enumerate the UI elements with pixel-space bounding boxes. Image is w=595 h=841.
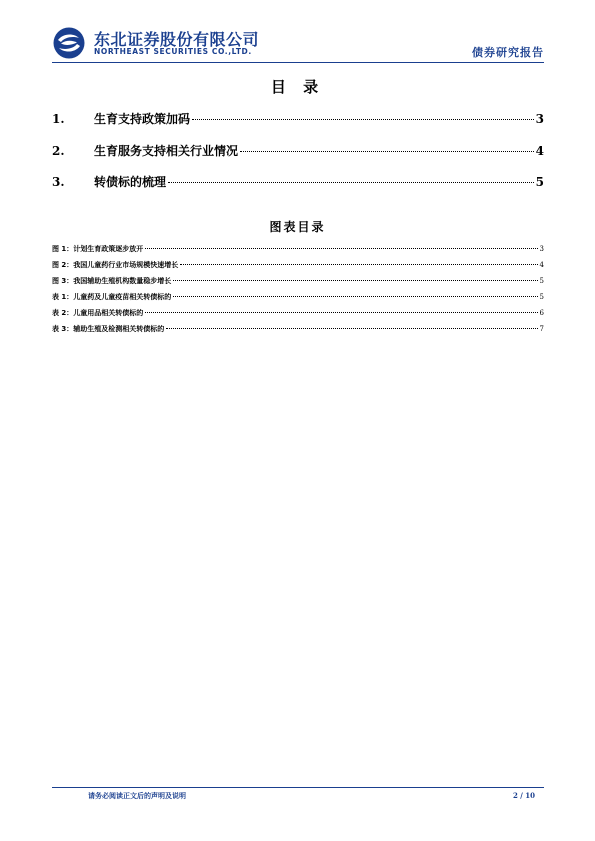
page-number: 2 / 10	[512, 791, 535, 800]
report-type: 债券研究报告	[472, 46, 544, 59]
figure-index-page: 5	[539, 293, 544, 301]
figure-index-item[interactable]	[52, 324, 544, 336]
figure-index-page: 5	[539, 277, 544, 285]
northeast-securities-logo-icon	[52, 26, 86, 60]
figure-index-label: 图 3：我国辅助生殖机构数量稳步增长	[52, 277, 172, 285]
header-divider	[52, 62, 544, 63]
toc-item-page: 5	[535, 175, 544, 189]
figure-index-item[interactable]	[52, 276, 544, 288]
toc-item-page: 3	[535, 112, 544, 126]
toc-item-number: 3.	[52, 175, 65, 189]
toc-item[interactable]	[52, 110, 544, 128]
toc-leader-dots	[168, 182, 534, 183]
footer-divider	[52, 787, 544, 788]
figure-leader-dots	[173, 280, 537, 281]
page-header	[52, 26, 544, 62]
company-name-en: NORTHEAST SECURITIES CO.,LTD.	[94, 47, 252, 56]
figure-leader-dots	[145, 248, 537, 249]
figure-leader-dots	[180, 264, 537, 265]
toc-title: 目 录	[270, 78, 325, 96]
toc-item-label: 生育服务支持相关行业情况	[94, 144, 239, 158]
company-name-cn: 东北证券股份有限公司	[94, 30, 260, 49]
figure-leader-dots	[173, 296, 537, 297]
toc-leader-dots	[192, 119, 534, 120]
toc-leader-dots	[240, 151, 534, 152]
figure-index-item[interactable]	[52, 244, 544, 256]
toc-item-label: 转债标的梳理	[94, 175, 167, 189]
toc-item-label: 生育支持政策加码	[94, 112, 191, 126]
figure-index-label: 表 1：儿童药及儿童疫苗相关转债标的	[52, 293, 172, 301]
figure-index-item[interactable]	[52, 260, 544, 272]
toc-item-number: 2.	[52, 144, 65, 158]
toc-item[interactable]	[52, 142, 544, 160]
footer-disclaimer: 请务必阅读正文后的声明及说明	[88, 792, 186, 800]
figure-index-page: 4	[539, 261, 544, 269]
figure-leader-dots	[145, 312, 537, 313]
toc-item[interactable]	[52, 173, 544, 191]
figure-index-label: 图 2：我国儿童药行业市场规模快速增长	[52, 261, 179, 269]
figure-index-page: 6	[539, 309, 544, 317]
figure-index-item[interactable]	[52, 292, 544, 304]
figure-index-page: 3	[539, 245, 544, 253]
figure-index-label: 图 1：计划生育政策逐步放开	[52, 245, 144, 253]
figure-index-item[interactable]	[52, 308, 544, 320]
figure-index-title: 图表目录	[269, 220, 326, 234]
figure-index-page: 7	[539, 325, 544, 333]
figure-leader-dots	[166, 328, 537, 329]
toc-item-number: 1.	[52, 112, 65, 126]
figure-index-label: 表 2：儿童用品相关转债标的	[52, 309, 144, 317]
figure-index-label: 表 3：辅助生殖及检测相关转债标的	[52, 325, 165, 333]
toc-item-page: 4	[535, 144, 544, 158]
